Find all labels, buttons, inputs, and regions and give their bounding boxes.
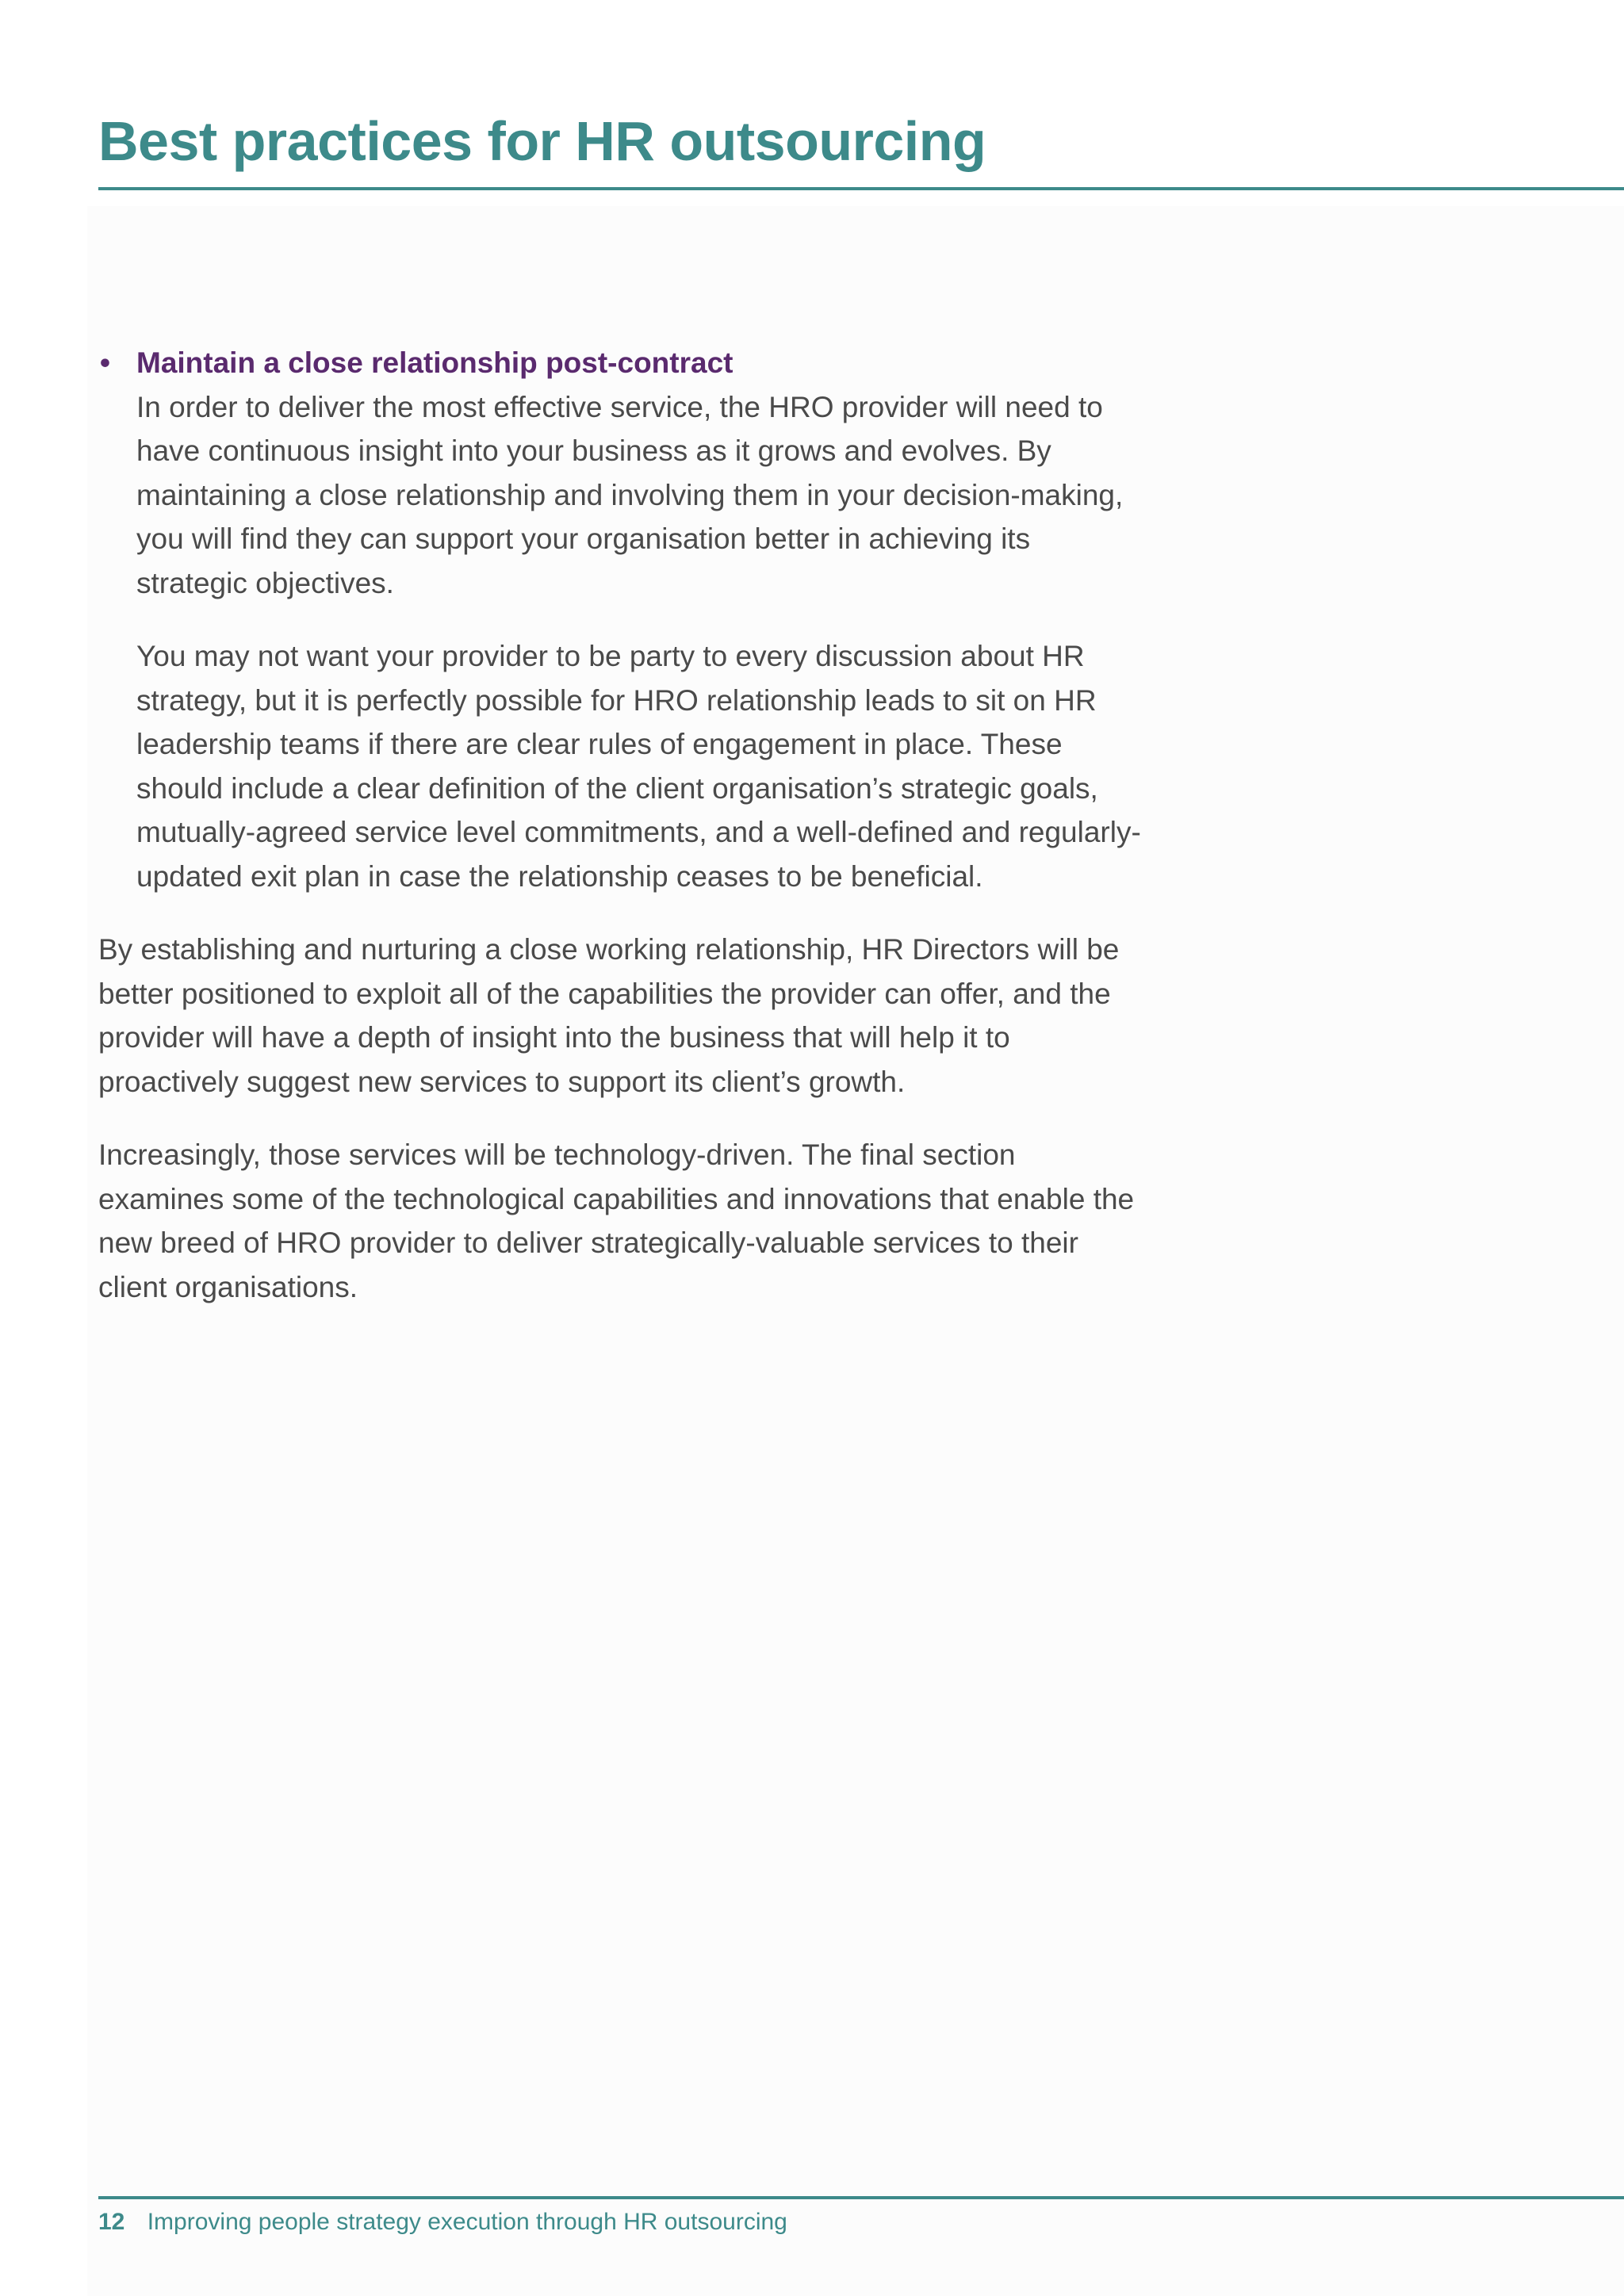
bullet-paragraph: You may not want your provider to be party to every discussion about HR strategy, but it is perfectly possible for HRO relationship leads to sit on HR leadership teams if there are clear rules of engagement in place. These should include a clear definition of the client organisation’s strategic goals, mutually-agreed service level commitments, and a well-defined and regularly-updated exit plan in case the relationship ceases to be beneficial. — [136, 640, 1141, 893]
page-number: 12 — [98, 2209, 125, 2235]
body-paragraph: By establishing and nurturing a close working relationship, HR Directors will be better positioned to exploit all of the capabilities the provider can offer, and the provider will have a depth of insight into the business that will help it to proactively suggest new services to support its client’s growth. — [98, 933, 1120, 1098]
bullet-heading: Maintain a close relationship post-contract — [136, 346, 733, 379]
footer-divider — [98, 2196, 1624, 2199]
title-divider — [98, 187, 1624, 190]
bullet-item — [98, 341, 1145, 898]
page-footer — [98, 2209, 787, 2236]
bullet-marker: • — [100, 346, 110, 379]
bullet-paragraph: In order to deliver the most effective service, the HRO provider will need to have continuous insight into your business as it grows and evolves. By maintaining a close relationship and involving them in your decision-making, you will find they can support your organisation better in achieving its strategic objectives. — [136, 390, 1124, 599]
body-paragraph: Increasingly, those services will be technology-driven. The final section examines some of the technological capabilities and innovations that enable the new breed of HRO provider to deliver strategically-valuable services to their client organisations. — [98, 1138, 1135, 1303]
footer-document-title: Improving people strategy execution through HR outsourcing — [147, 2209, 787, 2235]
page-title: Best practices for HR outsourcing — [98, 110, 986, 172]
main-content — [98, 341, 1145, 1338]
